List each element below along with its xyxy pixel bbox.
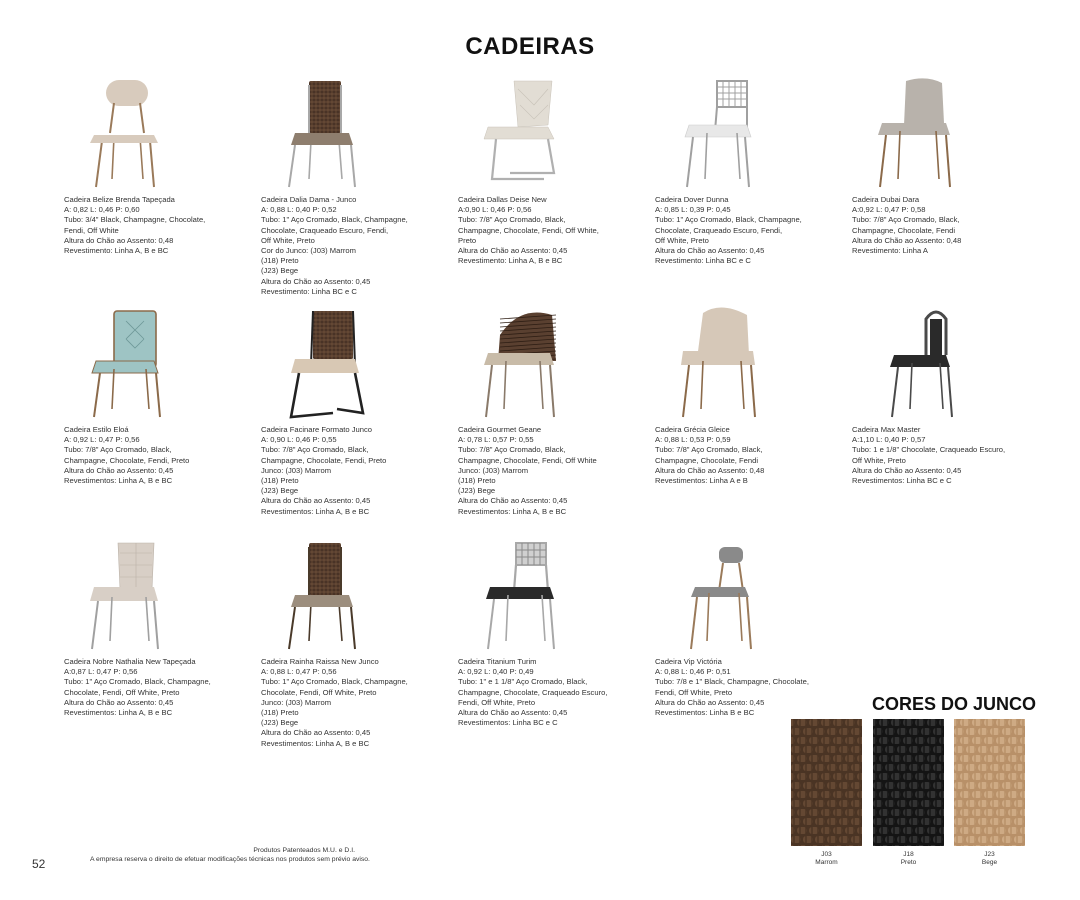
product-card bbox=[458, 537, 648, 728]
grid-top-chair-icon bbox=[458, 537, 648, 657]
product-specs: A:1,10 L: 0,40 P: 0,57 Tubo: 1 e 1/8" Chocolate, Craqueado Escuro, Off White, Preto Altura do Chão ao Assento: 0,45 Revestimentos: Linha BC e C bbox=[852, 435, 1006, 486]
product-name: Cadeira Dover Dunna bbox=[655, 195, 729, 204]
product-specs: A: 0,82 L: 0,46 P: 0,60 Tubo: 3/4" Black, Champagne, Chocolate, Fendi, Off White Altura do Chão ao Assento: 0,48 Revestimento: Linha A, B e BC bbox=[64, 205, 206, 256]
upholstered-round-chair-icon bbox=[64, 75, 254, 195]
junco-swatch-label bbox=[954, 851, 1025, 867]
shell-chair-icon bbox=[655, 305, 845, 425]
product-name: Cadeira Gourmet Geane bbox=[458, 425, 542, 434]
product-name: Cadeira Dallas Deise New bbox=[458, 195, 547, 204]
product-specs: A:0,87 L: 0,47 P: 0,56 Tubo: 1" Aço Cromado, Black, Champagne, Chocolate, Fendi, Off White, Preto Altura do Chão ao Assento: 0,45 Revestimentos: Linha A, B e BC bbox=[64, 667, 211, 718]
product-name: Cadeira Grécia Gleice bbox=[655, 425, 730, 434]
junco-swatch bbox=[873, 719, 944, 846]
product-name: Cadeira Belize Brenda Tapeçada bbox=[64, 195, 175, 204]
patent-note: Produtos Patenteados M.U. e D.I. bbox=[253, 847, 355, 854]
product-card bbox=[655, 75, 845, 266]
product-card bbox=[261, 305, 451, 517]
quilted-back-chair-icon bbox=[64, 537, 254, 657]
product-card bbox=[64, 537, 254, 718]
product-specs: A: 0,92 L: 0,47 P: 0,56 Tubo: 7/8" Aço Cromado, Black, Champagne, Chocolate, Fendi, Preto Altura do Chão ao Assento: 0,45 Revestimentos: Linha A, B e BC bbox=[64, 435, 190, 486]
junco-swatch bbox=[791, 719, 862, 846]
small-back-chair-icon bbox=[655, 537, 845, 657]
footer-note bbox=[90, 846, 370, 864]
sled-base-chair-icon bbox=[458, 75, 648, 195]
product-name: Cadeira Titanium Turim bbox=[458, 657, 537, 666]
product-name: Cadeira Rainha Raissa New Junco bbox=[261, 657, 379, 666]
product-card bbox=[458, 305, 648, 517]
page-title: CADEIRAS bbox=[465, 33, 595, 60]
junco-color-name: Preto bbox=[900, 859, 917, 866]
junco-colors-title: CORES DO JUNCO bbox=[872, 694, 1037, 714]
product-card bbox=[64, 75, 254, 256]
junco-swatch bbox=[954, 719, 1025, 846]
junco-color-name: Bege bbox=[981, 859, 998, 866]
junco-code: J23 bbox=[984, 851, 995, 858]
product-name: Cadeira Dalia Dama - Junco bbox=[261, 195, 357, 204]
product-card bbox=[64, 305, 254, 486]
product-card bbox=[852, 305, 1042, 486]
upholstered-chair-icon bbox=[852, 75, 1042, 195]
product-specs: A: 0,88 L: 0,40 P: 0,52 Tubo: 1" Aço Cromado, Black, Champagne, Chocolate, Craqueado Escuro, Fendi, Off White, Preto Cor do Junco: (J03) Marrom (J18) Preto (J23) Bege Altura do Chão ao Assento: 0,45 Revestimento: Linha BC e C bbox=[261, 205, 408, 296]
tufted-back-chair-icon bbox=[64, 305, 254, 425]
junco-code: J18 bbox=[903, 851, 914, 858]
product-card bbox=[458, 75, 648, 266]
tall-arched-chair-icon bbox=[852, 305, 1042, 425]
woven-back-chair-icon bbox=[261, 537, 451, 657]
product-name: Cadeira Estilo Eloá bbox=[64, 425, 129, 434]
woven-back-chair-icon bbox=[261, 75, 451, 195]
product-specs: A: 0,90 L: 0,46 P: 0,55 Tubo: 7/8" Aço Cromado, Black, Champagne, Chocolate, Fendi, Preto Junco: (J03) Marrom (J18) Preto (J23) Bege Altura do Chão ao Assento: 0,45 Revestimentos: Linha A, B e BC bbox=[261, 435, 387, 516]
junco-code: J03 bbox=[821, 851, 832, 858]
product-specs: A: 0,88 L: 0,53 P: 0,59 Tubo: 7/8" Aço Cromado, Black, Champagne, Chocolate, Fendi Altura do Chão ao Assento: 0,48 Revestimentos: Linha A e B bbox=[655, 435, 765, 486]
product-specs: A: 0,92 L: 0,40 P: 0,49 Tubo: 1" e 1 1/8" Aço Cromado, Black, Champagne, Chocolate, Craqueado Escuro, Fendi, Off White, Preto Altura do Chão ao Assento: 0,45 Revestimentos: Linha BC e C bbox=[458, 667, 608, 728]
product-card bbox=[852, 75, 1042, 256]
product-specs: A:0,90 L: 0,46 P: 0,56 Tubo: 7/8" Aço Cromado, Black, Champagne, Chocolate, Fendi, Off White, Preto Altura do Chão ao Assento: 0,45 Revestimento: Linha A, B e BC bbox=[458, 205, 599, 266]
product-specs: A: 0,88 L: 0,46 P: 0,51 Tubo: 7/8 e 1" Black, Champagne, Chocolate, Fendi, Off White, Preto Altura do Chão ao Assento: 0,45 Revestimentos: Linha B e BC bbox=[655, 667, 809, 718]
product-specs: A: 0,85 L: 0,39 P: 0,45 Tubo: 1" Aço Cromado, Black, Champagne, Chocolate, Craqueado Escuro, Fendi, Off White, Preto Altura do Chão ao Assento: 0,45 Revestimento: Linha BC e C bbox=[655, 205, 802, 266]
product-name: Cadeira Nobre Nathalia New Tapeçada bbox=[64, 657, 196, 666]
page-number: 52 bbox=[32, 857, 46, 871]
product-specs: A: 0,88 L: 0,47 P: 0,56 Tubo: 1" Aço Cromado, Black, Champagne, Chocolate, Fendi, Off White, Preto Junco: (J03) Marrom (J18) Preto (J23) Bege Altura do Chão ao Assento: 0,45 Revestimentos: Linha A, B e BC bbox=[261, 667, 408, 748]
product-name: Cadeira Max Master bbox=[852, 425, 921, 434]
product-card bbox=[655, 305, 845, 486]
product-specs: A: 0,78 L: 0,57 P: 0,55 Tubo: 7/8" Aço Cromado, Black, Champagne, Chocolate, Fendi, Off White Junco: (J03) Marrom (J18) Preto (J23) Bege Altura do Chão ao Assento: 0,45 Revestimentos: Linha A, B e BC bbox=[458, 435, 597, 516]
woven-sled-chair-icon bbox=[261, 305, 451, 425]
product-card bbox=[261, 75, 451, 297]
junco-color-name: Marrom bbox=[815, 859, 838, 866]
grid-back-chair-icon bbox=[655, 75, 845, 195]
product-name: Cadeira Facinare Formato Junco bbox=[261, 425, 373, 434]
product-name: Cadeira Vip Victória bbox=[655, 657, 722, 666]
junco-swatch-label bbox=[873, 851, 944, 867]
junco-swatch-label bbox=[791, 851, 862, 867]
product-name: Cadeira Dubai Dara bbox=[852, 195, 920, 204]
product-specs: A:0,92 L: 0,47 P: 0,58 Tubo: 7/8" Aço Cromado, Black, Champagne, Chocolate, Fendi Altura do Chão ao Assento: 0,48 Revestimento: Linha A bbox=[852, 205, 962, 256]
disclaimer-note: A empresa reserva o direito de efetuar modificações técnicas nos produtos sem prévio aviso. bbox=[90, 856, 370, 863]
product-card bbox=[261, 537, 451, 749]
woven-shell-chair-icon bbox=[458, 305, 648, 425]
product-card bbox=[655, 537, 845, 718]
